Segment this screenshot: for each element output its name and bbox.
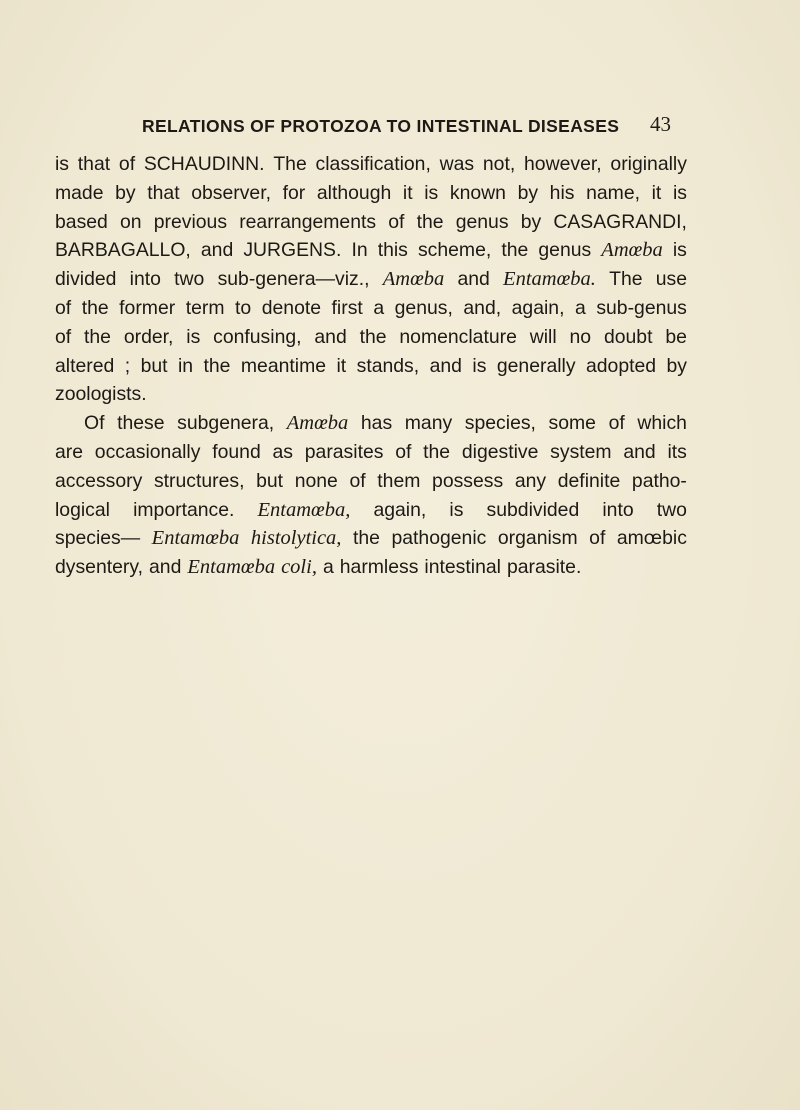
word: meantime	[240, 354, 327, 377]
word: known	[449, 181, 506, 204]
word: will	[529, 325, 557, 348]
word: order,	[123, 325, 174, 348]
word: it	[336, 354, 347, 377]
word: definite	[557, 469, 621, 492]
running-title: RELATIONS OF PROTOZOA TO INTESTINAL DISEASES	[142, 116, 620, 136]
word: harmless	[339, 556, 419, 579]
word: the	[416, 210, 444, 233]
word: is	[186, 325, 201, 348]
word: pathogenic	[391, 527, 487, 550]
word: confusing,	[213, 325, 302, 348]
word: and	[429, 354, 462, 377]
word: zoologists.	[55, 383, 147, 406]
word: genus,	[394, 296, 453, 319]
running-head	[142, 116, 682, 137]
text-line	[55, 179, 687, 208]
italic-word: Amœba	[286, 412, 349, 435]
word: sub-genus	[596, 296, 687, 319]
word: no	[569, 325, 592, 348]
word: of	[388, 210, 405, 233]
word: and	[200, 239, 234, 262]
word: any	[514, 469, 547, 492]
word: by	[115, 181, 136, 204]
word: divided	[55, 268, 117, 291]
word: CASAGRANDI,	[553, 210, 687, 233]
word: in	[177, 354, 194, 377]
text-line	[55, 294, 687, 323]
word: none	[294, 469, 338, 492]
word: adopted	[585, 354, 657, 377]
word: rearrangements	[239, 210, 377, 233]
word: and	[314, 325, 347, 348]
word: subgenera,	[177, 412, 275, 435]
word: The	[273, 153, 307, 175]
word: genus	[538, 239, 592, 262]
word: some	[548, 412, 596, 435]
word: of	[55, 296, 72, 319]
italic-word: Entamœba	[151, 527, 240, 550]
word: but	[140, 354, 168, 377]
word: subdivided	[486, 498, 580, 521]
word: the	[203, 354, 231, 377]
word: it	[651, 181, 662, 204]
word: of	[608, 412, 625, 435]
word: again,	[373, 498, 427, 521]
word: by	[517, 181, 539, 204]
text-line	[55, 150, 687, 179]
word: of	[118, 153, 136, 175]
word: found	[212, 440, 261, 463]
word: these	[117, 412, 165, 435]
word: is	[672, 239, 687, 262]
text-line	[55, 265, 687, 294]
italic-word: Entamœba	[187, 556, 276, 579]
word: them	[377, 469, 421, 492]
word: digestive	[461, 440, 539, 463]
word: but	[256, 469, 284, 492]
word: are	[55, 440, 84, 463]
italic-word: Amœba	[382, 268, 445, 291]
word: is	[449, 498, 464, 521]
word: again,	[511, 296, 565, 319]
word: was	[439, 153, 475, 175]
word: two	[174, 268, 205, 291]
word: the	[501, 239, 529, 262]
word: this	[377, 239, 408, 262]
word: not,	[482, 153, 516, 175]
word: it	[402, 181, 413, 204]
word: accessory	[55, 469, 143, 492]
word: based	[55, 210, 108, 233]
word: first	[331, 296, 363, 319]
word: that	[147, 181, 180, 204]
word: although	[316, 181, 392, 204]
word: parasites	[304, 440, 384, 463]
word: logical	[55, 498, 110, 521]
word: is	[424, 181, 439, 204]
word: and	[457, 268, 490, 291]
word: generally	[496, 354, 576, 377]
word: his	[549, 181, 575, 204]
text-line	[55, 496, 687, 525]
word: as	[272, 440, 293, 463]
word: Of	[84, 412, 105, 435]
word: parasite.	[506, 556, 582, 579]
word: system	[550, 440, 612, 463]
text-line	[55, 467, 687, 496]
word: of	[589, 527, 606, 550]
word: importance.	[133, 498, 235, 521]
word: of	[55, 325, 72, 348]
word: use	[655, 268, 687, 291]
word: of	[349, 469, 366, 492]
word: to	[235, 296, 252, 319]
word: scheme,	[417, 239, 492, 262]
word: denote	[261, 296, 322, 319]
text-line	[55, 409, 687, 438]
word: and	[623, 440, 656, 463]
word: organism	[497, 527, 578, 550]
word: species,	[464, 412, 536, 435]
word: term	[185, 296, 225, 319]
word: its	[667, 440, 687, 463]
word: The	[609, 268, 643, 291]
word: SCHAUDINN.	[143, 153, 265, 175]
word: JURGENS.	[243, 239, 342, 262]
italic-word: Entamœba.	[503, 268, 596, 291]
word: into	[602, 498, 634, 521]
italic-word: coli,	[281, 556, 317, 579]
word: former	[119, 296, 176, 319]
word: BARBAGALLO,	[55, 239, 191, 262]
word: a	[322, 556, 334, 579]
word: on	[120, 210, 142, 233]
word: observer,	[191, 181, 271, 204]
word: is	[672, 181, 687, 204]
text-line	[55, 380, 687, 409]
word: altered	[55, 354, 115, 377]
word: into	[129, 268, 161, 291]
word: species—	[55, 527, 141, 550]
word: that	[77, 153, 111, 175]
word: the	[359, 325, 387, 348]
text-line	[55, 524, 687, 553]
word: originally	[610, 153, 687, 175]
word: two	[656, 498, 687, 521]
word: dysentery,	[55, 556, 144, 579]
word: be	[665, 325, 687, 348]
word: classification,	[315, 153, 431, 175]
word: is	[472, 354, 487, 377]
word: made	[55, 181, 104, 204]
word: doubt	[603, 325, 653, 348]
word: of	[395, 440, 412, 463]
italic-word: Entamœba,	[257, 498, 351, 521]
text-line	[55, 352, 687, 381]
word: for	[282, 181, 306, 204]
word: a	[575, 296, 586, 319]
text-line	[55, 208, 687, 237]
word: stands,	[356, 354, 420, 377]
word: a	[373, 296, 385, 319]
word: amœbic	[616, 527, 687, 550]
word: name,	[586, 181, 640, 204]
word: and,	[463, 296, 502, 319]
text-line	[55, 553, 687, 582]
word: occasionally	[94, 440, 201, 463]
word: intestinal	[424, 556, 501, 579]
word: structures,	[153, 469, 245, 492]
word: possess	[432, 469, 504, 492]
word: and	[149, 556, 182, 579]
word: by	[666, 354, 687, 377]
word: nomenclature	[399, 325, 517, 348]
page-number: 43	[650, 112, 671, 136]
text-line	[55, 323, 687, 352]
word: the	[84, 325, 111, 348]
word: previous	[153, 210, 228, 233]
word: however,	[524, 153, 602, 175]
italic-word: Amœba	[601, 239, 663, 262]
body-text	[55, 150, 687, 582]
word: has	[360, 412, 393, 435]
italic-word: histolytica,	[250, 527, 342, 550]
word: the	[423, 440, 451, 463]
text-line	[55, 236, 687, 265]
word: In	[351, 239, 368, 262]
word: genus	[455, 210, 509, 233]
word: patho-	[631, 469, 687, 492]
word: which	[637, 412, 687, 435]
word: ;	[124, 354, 131, 377]
word: by	[520, 210, 542, 233]
word: the	[81, 296, 109, 319]
word: is	[55, 153, 70, 175]
text-line	[55, 438, 687, 467]
word: many	[404, 412, 453, 435]
word: the	[352, 527, 380, 550]
word: sub-genera—viz.,	[217, 268, 370, 291]
